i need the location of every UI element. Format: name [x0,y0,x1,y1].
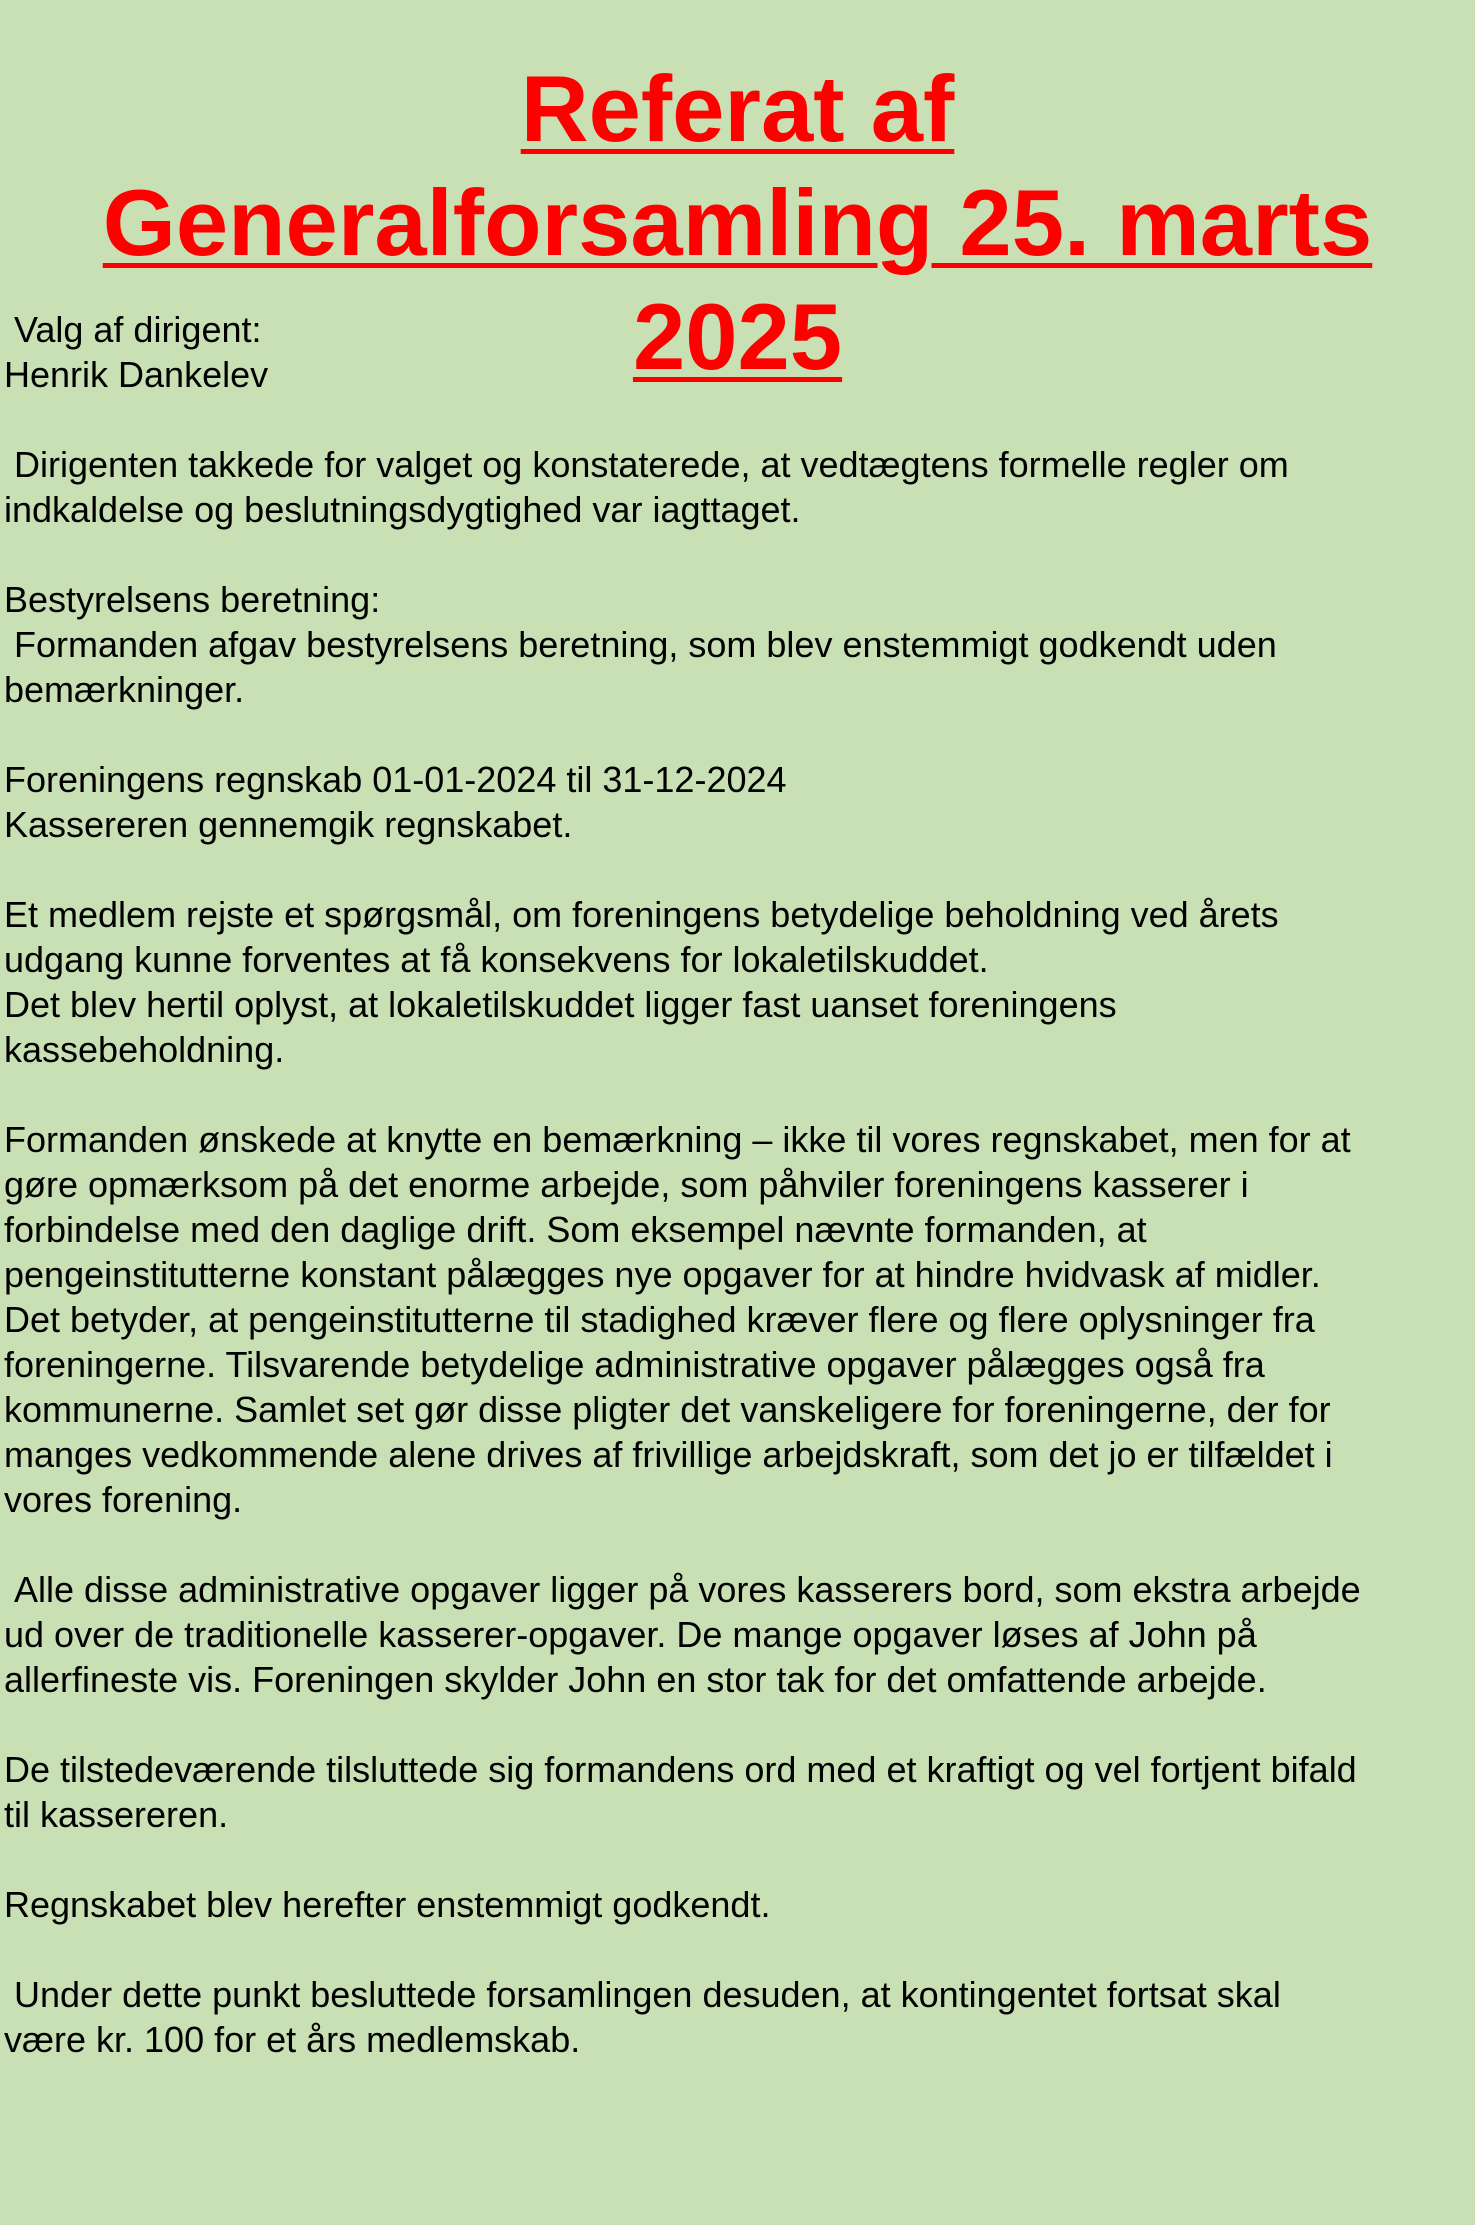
paragraph-bifald: De tilstedeværende tilsluttede sig formandens ord med et kraftigt og vel fortjent bifald til kassereren. [4,1749,1357,1835]
paragraph-regnskab: Foreningens regnskab 01-01-2024 til 31-12-2024 Kassereren gennemgik regnskabet. [4,759,787,845]
paragraph-dirigent: Valg af dirigent: Henrik Dankelev [4,309,269,395]
paragraph-dirigent-remarks: Dirigenten takkede for valget og konstaterede, at vedtægtens formelle regler om indkaldelse og beslutningsdygtighed var iagttaget. [4,444,1289,530]
paragraph-kasserer-tak: Alle disse administrative opgaver ligger på vores kasserers bord, som ekstra arbejde ud over de traditionelle kasserer-opgaver. De mange opgaver løses af John på allerfineste vis. Foreningen skylder John en stor tak for det omfattende arbejde. [4,1569,1361,1700]
title-line-1: Referat af [520,56,955,161]
paragraph-kontingent: Under dette punkt besluttede forsamlingen desuden, at kontingentet fortsat skal være kr. 100 for et års medlemskab. [4,1974,1281,2060]
title-line-2: Generalforsamling 25. marts [102,170,1373,275]
paragraph-spoergsmaal: Et medlem rejste et spørgsmål, om foreningens betydelige beholdning ved årets udgang kunne forventes at få konsekvens for lokaletilskuddet. Det blev hertil oplyst, at lokaletilskuddet ligger fast uanset foreningens kassebeholdning. [4,894,1279,1070]
paragraph-bestyrelse-beretning: Bestyrelsens beretning: Formanden afgav bestyrelsens beretning, som blev enstemmigt godkendt uden bemærkninger. [4,579,1277,710]
paragraph-godkendt: Regnskabet blev herefter enstemmigt godkendt. [4,1884,771,1925]
title-line-3: 2025 [632,284,843,389]
paragraph-formand-bemaerkning: Formanden ønskede at knytte en bemærkning – ikke til vores regnskabet, men for at gøre opmærksom på det enorme arbejde, som påhviler foreningens kasserer i forbindelse med den daglige drift. Som eksempel nævnte formanden, at pengeinstitutterne konstant pålægges nye opgaver for at hindre hvidvask af midler. Det betyder, at pengeinstitutterne til stadighed kræver flere og flere oplysninger fra foreningerne. Tilsvarende betydelige administrative opgaver pålægges også fra kommunerne. Samlet set gør disse pligter det vanskeligere for foreningerne, der for manges vedkommende alene drives af frivillige arbejdskraft, som det jo er tilfældet i vores forening. [4,1119,1351,1520]
